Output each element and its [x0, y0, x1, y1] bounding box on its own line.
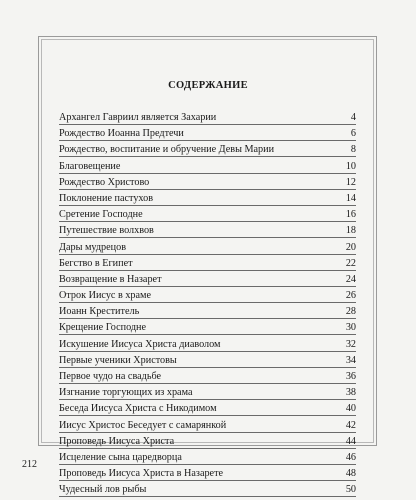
toc-entry — [59, 305, 356, 321]
toc-entry-title: Искушение Иисуса Христа диаволом — [59, 338, 221, 350]
toc-entry-title: Иоанн Креститель — [59, 306, 140, 318]
toc-entry-page: 48 — [345, 468, 356, 480]
toc-entry-page: 32 — [345, 338, 356, 350]
toc-entry-title: Изгнание торгующих из храма — [59, 387, 193, 399]
toc-entry-rule — [59, 205, 356, 206]
toc-entry — [59, 419, 356, 435]
toc-entry-page: 42 — [345, 419, 356, 431]
toc-entry-rule — [59, 286, 356, 287]
toc-entry — [59, 241, 356, 257]
toc-entry-rule — [59, 140, 356, 141]
toc-entry-rule — [59, 270, 356, 271]
toc-entry-page: 28 — [345, 306, 356, 318]
toc-entry-rule — [59, 156, 356, 157]
page-title: СОДЕРЖАНИЕ — [168, 80, 248, 91]
toc-entry — [59, 467, 356, 483]
toc-entry-page: 10 — [345, 160, 356, 172]
toc-entry-rule — [59, 383, 356, 384]
toc-entry-title: Чудесный лов рыбы — [59, 484, 147, 496]
toc-entry-page: 38 — [345, 387, 356, 399]
toc-entry-page: 24 — [345, 273, 356, 285]
toc-entry-page: 44 — [345, 435, 356, 447]
toc-entry — [59, 111, 356, 127]
toc-entry-title: Отрок Иисус в храме — [59, 290, 152, 302]
toc-entry-title: Возвращение в Назарет — [59, 273, 162, 285]
toc-entry-title: Крещение Господне — [59, 322, 147, 334]
toc-entry — [59, 451, 356, 467]
toc-entry-page: 40 — [345, 403, 356, 415]
toc-entry-page: 50 — [345, 484, 356, 496]
toc-entry — [59, 208, 356, 224]
toc-entry-rule — [59, 254, 356, 255]
toc-entry-rule — [59, 448, 356, 449]
page-number: 212 — [22, 459, 37, 470]
toc-entry-title: Благовещение — [59, 160, 121, 172]
toc-entry-rule — [59, 237, 356, 238]
toc-entry-page: 36 — [345, 371, 356, 382]
toc-entry-rule — [59, 415, 356, 416]
toc-entry-rule — [59, 318, 356, 319]
toc-entry-page: 22 — [345, 257, 356, 269]
toc-entry-rule — [59, 367, 356, 368]
toc-entry-title: Первое чудо на свадьбе — [59, 371, 162, 382]
toc-entry — [59, 402, 356, 418]
toc-entry — [59, 192, 356, 208]
toc-entry-rule — [59, 464, 356, 465]
toc-entry-page: 46 — [345, 451, 356, 463]
toc-entry — [59, 386, 356, 402]
toc-entry-title: Путешествие волхвов — [59, 225, 154, 237]
toc-entry — [59, 127, 356, 143]
toc-entry — [59, 257, 356, 273]
toc-entry-page: 14 — [345, 192, 356, 204]
toc-entry-title: Рождество Христово — [59, 176, 150, 188]
toc-entry-title: Иисус Христос Беседует с самарянкой — [59, 419, 227, 431]
toc-entry — [59, 143, 356, 159]
toc-entry-rule — [59, 221, 356, 222]
toc-entry-page: 16 — [345, 209, 356, 221]
toc-entry-rule — [59, 334, 356, 335]
toc-entry-title: Первые ученики Христовы — [59, 354, 177, 366]
toc-entry — [59, 176, 356, 192]
toc-entry-rule — [59, 124, 356, 125]
toc-entry-rule — [59, 480, 356, 481]
toc-entry — [59, 224, 356, 240]
toc-entry-page: 12 — [345, 176, 356, 188]
toc-entry-page: 6 — [350, 128, 356, 140]
toc-entry-title: Сретение Господне — [59, 209, 143, 221]
toc-entry-page: 8 — [350, 144, 356, 156]
toc-entry-page: 4 — [350, 112, 356, 123]
toc-entry — [59, 160, 356, 176]
toc-entry-page: 34 — [345, 354, 356, 366]
toc-entry-title: Рождество Иоанна Предтечи — [59, 128, 184, 140]
toc-entry-title: Проповедь Иисуса Христа — [59, 435, 175, 447]
toc-entry-page: 20 — [345, 241, 356, 253]
toc-entry-rule — [59, 302, 356, 303]
toc-entry-title: Исцеление сына царедворца — [59, 451, 182, 463]
toc-entry-rule — [59, 173, 356, 174]
table-of-contents — [59, 111, 356, 500]
toc-entry-title: Беседа Иисуса Христа с Никодимом — [59, 403, 217, 415]
toc-entry — [59, 354, 356, 370]
toc-entry — [59, 370, 356, 386]
toc-entry-title: Проповедь Иисуса Христа в Назарете — [59, 468, 224, 480]
toc-entry-title: Рождество, воспитание и обручение Девы Марии — [59, 144, 275, 156]
toc-entry-page: 30 — [345, 322, 356, 334]
toc-entry — [59, 435, 356, 451]
toc-entry — [59, 273, 356, 289]
toc-entry — [59, 289, 356, 305]
toc-entry — [59, 321, 356, 337]
toc-entry-rule — [59, 399, 356, 400]
toc-entry-rule — [59, 496, 356, 497]
toc-entry-title: Бегство в Египет — [59, 257, 133, 269]
toc-entry-rule — [59, 351, 356, 352]
toc-entry-rule — [59, 432, 356, 433]
toc-entry-page: 18 — [345, 225, 356, 237]
toc-entry-page: 26 — [345, 290, 356, 302]
toc-entry — [59, 483, 356, 499]
toc-entry-title: Дары мудрецов — [59, 241, 127, 253]
toc-entry-rule — [59, 189, 356, 190]
toc-entry — [59, 338, 356, 354]
toc-entry-title: Поклонение пастухов — [59, 192, 154, 204]
toc-entry-title: Архангел Гавриил является Захарии — [59, 112, 217, 123]
